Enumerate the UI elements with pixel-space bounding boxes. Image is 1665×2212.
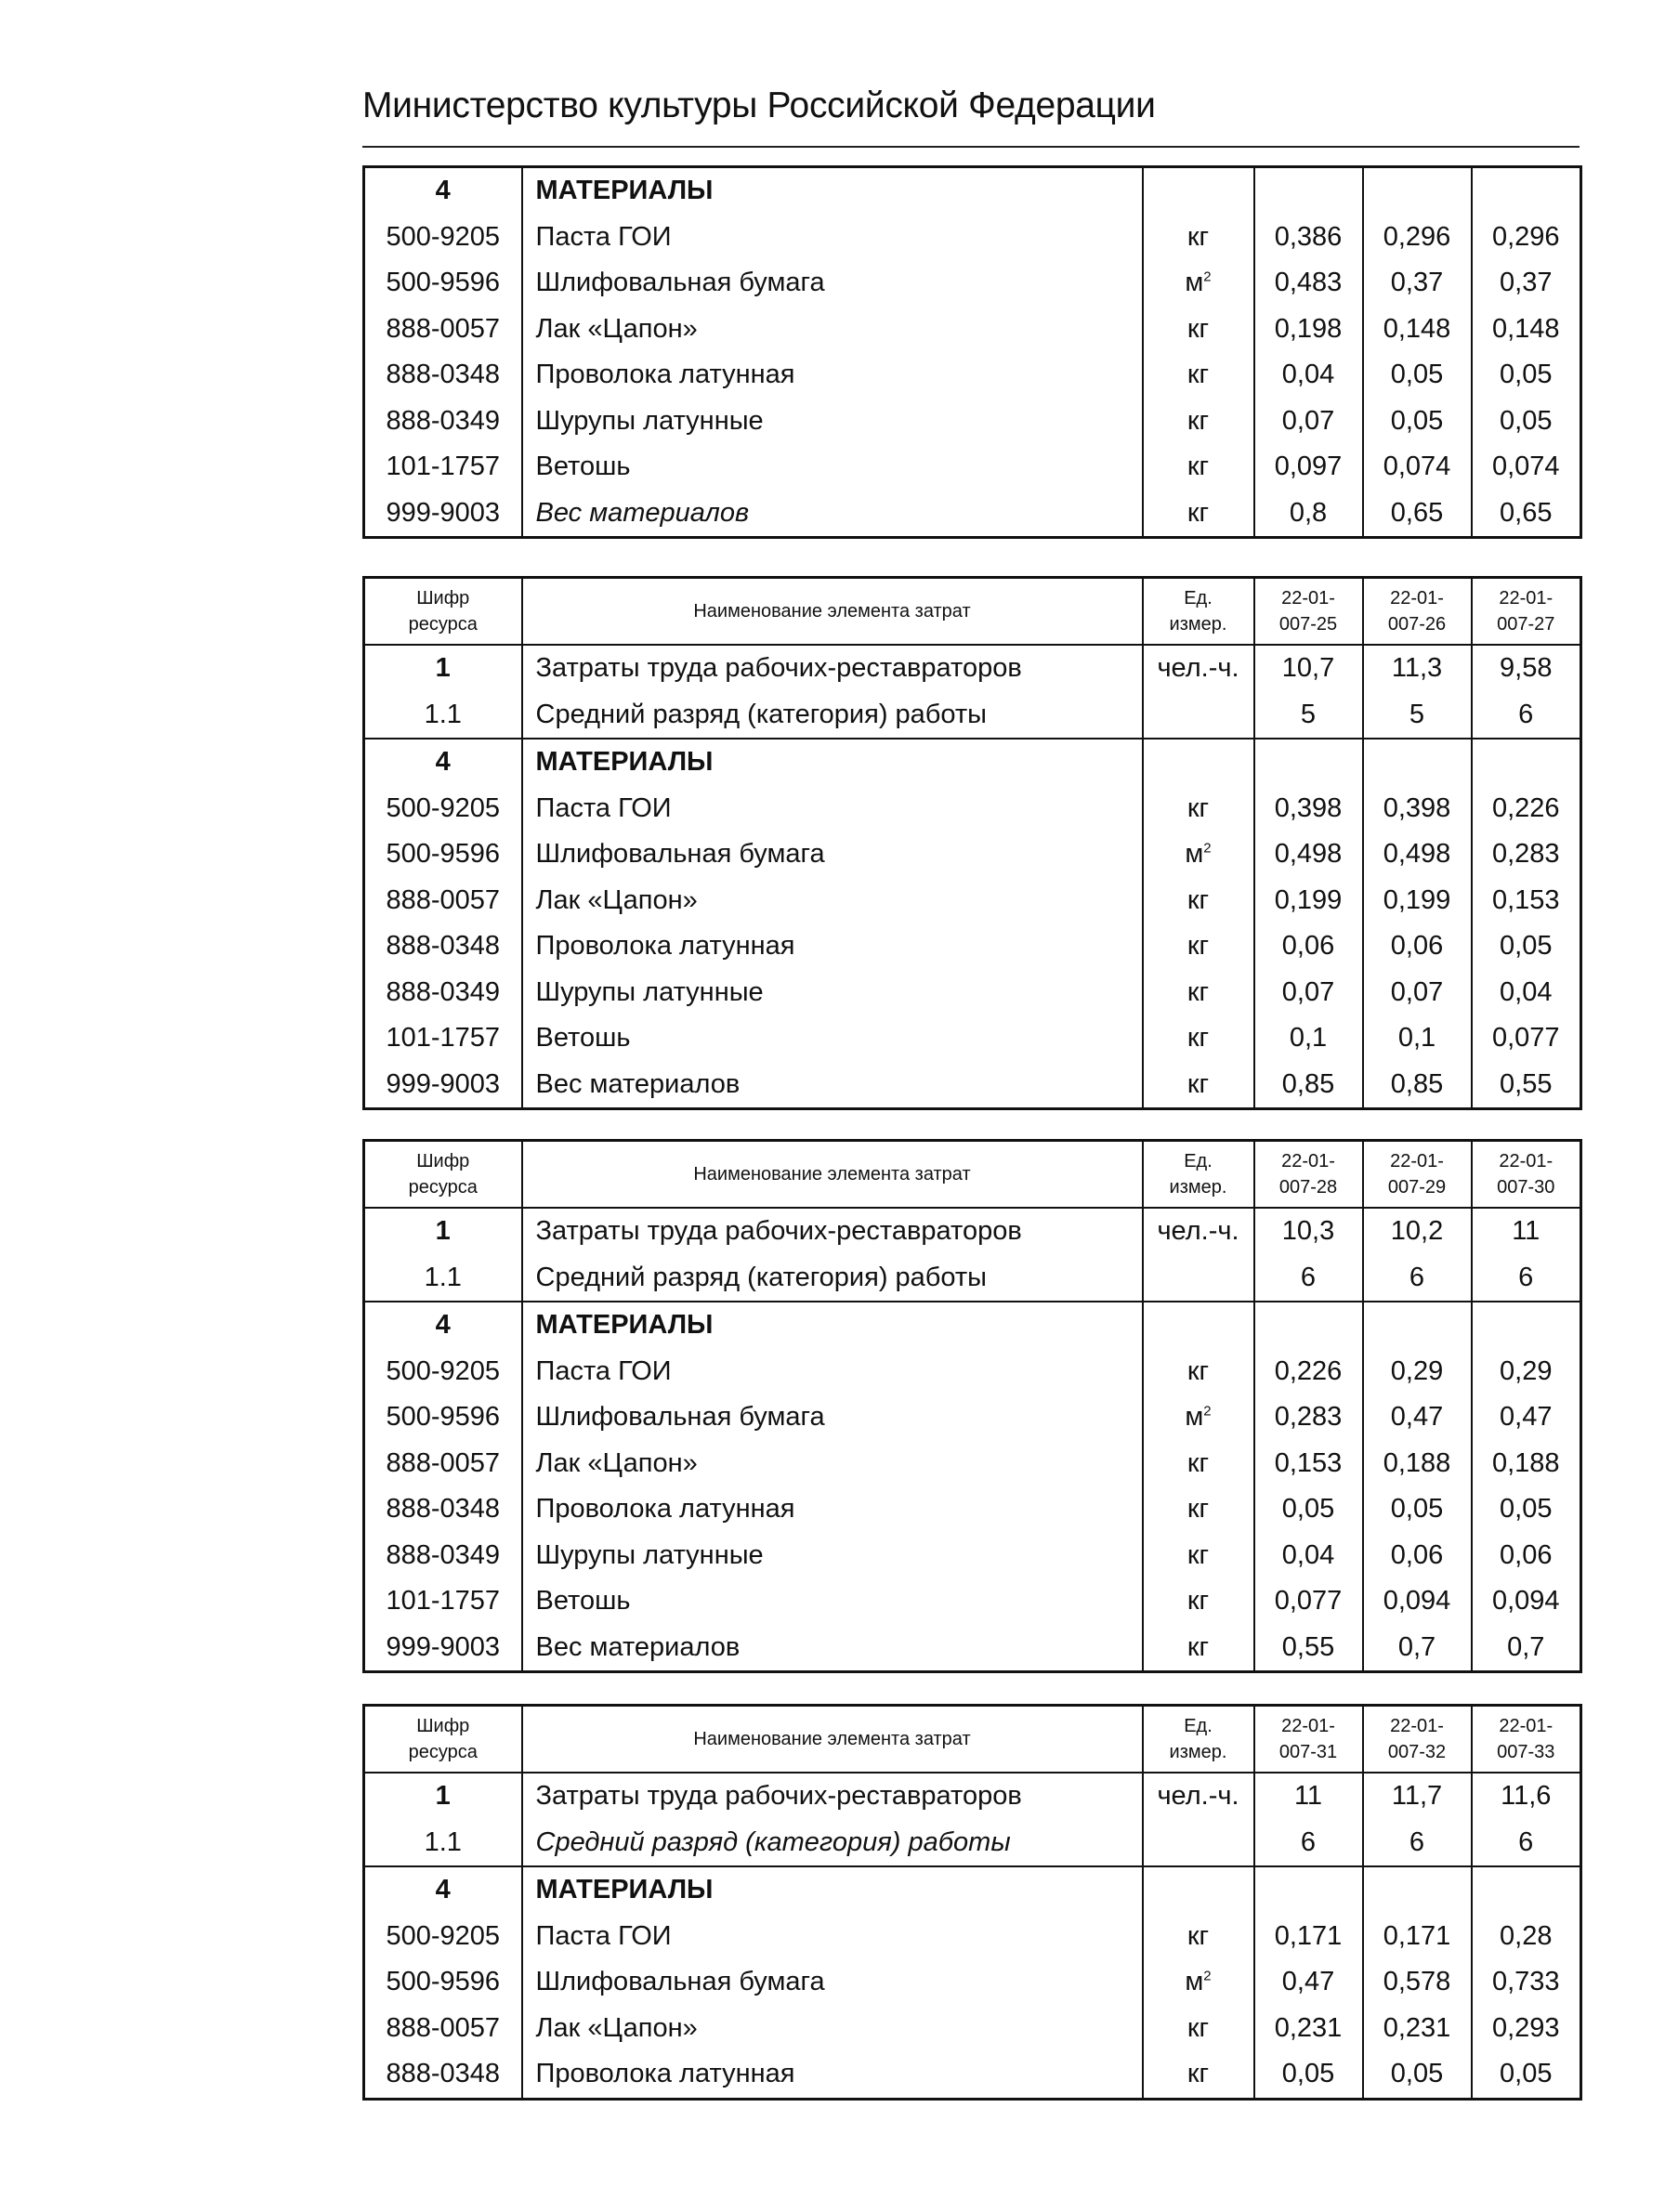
norm-value: 0,29 <box>1472 1349 1581 1395</box>
norm-value: 0,094 <box>1363 1578 1472 1625</box>
cost-element-name: Средний разряд (категория) работы <box>522 692 1143 740</box>
resource-code: 4 <box>364 739 522 786</box>
table-row <box>364 1394 1581 1441</box>
header-norm-code: 22-01- 007-28 <box>1254 1141 1363 1209</box>
unit-of-measure: кг <box>1143 1578 1254 1625</box>
norm-value: 0,498 <box>1363 831 1472 878</box>
norm-value: 0,05 <box>1472 399 1581 445</box>
norm-value: 0,55 <box>1254 1625 1363 1672</box>
table-row <box>364 1578 1581 1625</box>
header-norm-code: 22-01- 007-31 <box>1254 1706 1363 1774</box>
header-norm-code: 22-01- 007-26 <box>1363 578 1472 646</box>
resource-code: 500-9596 <box>364 831 522 878</box>
cost-element-name: Вес материалов <box>522 1062 1143 1109</box>
resource-code: 101-1757 <box>364 1578 522 1625</box>
resource-code: 888-0057 <box>364 878 522 924</box>
norm-value: 0,05 <box>1472 1486 1581 1533</box>
resource-code: 101-1757 <box>364 1015 522 1062</box>
norm-value: 0,85 <box>1254 1062 1363 1109</box>
header-unit: Ед. измер. <box>1143 1141 1254 1209</box>
cost-element-name: Затраты труда рабочих-реставраторов <box>522 1208 1143 1255</box>
table-row <box>364 1349 1581 1395</box>
header-name: Наименование элемента затрат <box>522 578 1143 646</box>
unit-of-measure: кг <box>1143 2006 1254 2052</box>
norm-value: 11 <box>1472 1208 1581 1255</box>
norm-value: 11,3 <box>1363 645 1472 692</box>
cost-element-name: Шлифовальная бумага <box>522 831 1143 878</box>
table-row <box>364 645 1581 692</box>
cost-element-name: Проволока латунная <box>522 352 1143 399</box>
resource-code: 888-0348 <box>364 352 522 399</box>
unit-of-measure: $м^2$ <box>1143 1959 1254 2006</box>
resource-table <box>362 1139 1582 1673</box>
resource-code: 999-9003 <box>364 491 522 538</box>
table-header-row <box>364 578 1581 646</box>
norm-value: 0,198 <box>1254 307 1363 353</box>
unit-of-measure: кг <box>1143 2051 1254 2099</box>
resource-code: 888-0057 <box>364 307 522 353</box>
cost-element-name: Затраты труда рабочих-реставраторов <box>522 645 1143 692</box>
norm-value: 10,3 <box>1254 1208 1363 1255</box>
norm-value: 0,1 <box>1254 1015 1363 1062</box>
table-row <box>364 215 1581 261</box>
table-row <box>364 307 1581 353</box>
norm-value: 11,6 <box>1472 1773 1581 1820</box>
unit-of-measure: $м^2$ <box>1143 260 1254 307</box>
norm-value: 6 <box>1472 1820 1581 1867</box>
cost-element-name: Паста ГОИ <box>522 215 1143 261</box>
unit-of-measure: кг <box>1143 1349 1254 1395</box>
table-row <box>364 1208 1581 1255</box>
norm-value: 11,7 <box>1363 1773 1472 1820</box>
table-row <box>364 786 1581 832</box>
cost-element-name: Ветошь <box>522 444 1143 491</box>
norm-value: 0,498 <box>1254 831 1363 878</box>
resource-code: 500-9205 <box>364 1349 522 1395</box>
norm-value: 0,05 <box>1472 923 1581 970</box>
cost-element-name: Ветошь <box>522 1015 1143 1062</box>
norm-value: 0,8 <box>1254 491 1363 538</box>
norm-value: 0,226 <box>1472 786 1581 832</box>
unit-of-measure: кг <box>1143 444 1254 491</box>
norm-value <box>1254 1302 1363 1349</box>
resource-code: 888-0349 <box>364 399 522 445</box>
norm-value: 0,37 <box>1363 260 1472 307</box>
cost-element-name: Вес материалов <box>522 1625 1143 1672</box>
unit-of-measure <box>1143 167 1254 215</box>
resource-code: 500-9596 <box>364 1394 522 1441</box>
resource-code: 1 <box>364 645 522 692</box>
table-row <box>364 444 1581 491</box>
resource-code: 4 <box>364 1302 522 1349</box>
header-norm-code: 22-01- 007-27 <box>1472 578 1581 646</box>
table-row <box>364 260 1581 307</box>
norm-value <box>1472 739 1581 786</box>
norm-value: 6 <box>1254 1255 1363 1302</box>
table-row <box>364 167 1581 215</box>
norm-value: 0,074 <box>1472 444 1581 491</box>
norm-value <box>1363 1302 1472 1349</box>
norm-value: 0,733 <box>1472 1959 1581 2006</box>
table-row <box>364 2051 1581 2099</box>
norm-value: 0,296 <box>1472 215 1581 261</box>
header-norm-code: 22-01- 007-29 <box>1363 1141 1472 1209</box>
norm-value: 6 <box>1472 1255 1581 1302</box>
header-unit: Ед. измер. <box>1143 1706 1254 1774</box>
norm-value: 0,07 <box>1254 970 1363 1016</box>
norm-value: 0,148 <box>1472 307 1581 353</box>
table-row <box>364 1255 1581 1302</box>
header-code: Шифр ресурса <box>364 578 522 646</box>
norm-value: 0,06 <box>1363 1533 1472 1579</box>
table-row <box>364 1959 1581 2006</box>
cost-element-name: Средний разряд (категория) работы <box>522 1820 1143 1867</box>
norm-value: 0,37 <box>1472 260 1581 307</box>
header-norm-code: 22-01- 007-32 <box>1363 1706 1472 1774</box>
norm-value: 6 <box>1363 1255 1472 1302</box>
norm-value: 0,06 <box>1254 923 1363 970</box>
norm-value: 0,077 <box>1472 1015 1581 1062</box>
unit-of-measure: кг <box>1143 1015 1254 1062</box>
resource-code: 4 <box>364 1866 522 1914</box>
resource-code: 888-0348 <box>364 2051 522 2099</box>
unit-of-measure: кг <box>1143 352 1254 399</box>
norm-value <box>1254 167 1363 215</box>
norm-value: 0,65 <box>1363 491 1472 538</box>
norm-value: 0,148 <box>1363 307 1472 353</box>
unit-of-measure: кг <box>1143 491 1254 538</box>
norm-value: 0,283 <box>1254 1394 1363 1441</box>
resource-table <box>362 1704 1582 2101</box>
resource-code: 999-9003 <box>364 1625 522 1672</box>
resource-code: 500-9596 <box>364 1959 522 2006</box>
norm-value: 10,2 <box>1363 1208 1472 1255</box>
norm-value: 0,05 <box>1363 352 1472 399</box>
resource-code: 888-0349 <box>364 970 522 1016</box>
resource-code: 1.1 <box>364 1255 522 1302</box>
norm-value: 9,58 <box>1472 645 1581 692</box>
norm-value <box>1472 167 1581 215</box>
unit-of-measure <box>1143 692 1254 740</box>
norm-value: 0,07 <box>1363 970 1472 1016</box>
unit-of-measure: $м^2$ <box>1143 831 1254 878</box>
norm-value: 0,283 <box>1472 831 1581 878</box>
resource-table <box>362 576 1582 1110</box>
header-norm-code: 22-01- 007-30 <box>1472 1141 1581 1209</box>
cost-element-name: Шлифовальная бумага <box>522 1959 1143 2006</box>
table-header-row <box>364 1141 1581 1209</box>
cost-element-name: МАТЕРИАЛЫ <box>522 1866 1143 1914</box>
resource-code: 101-1757 <box>364 444 522 491</box>
unit-of-measure: кг <box>1143 1441 1254 1487</box>
norm-value: 0,578 <box>1363 1959 1472 2006</box>
norm-value: 0,074 <box>1363 444 1472 491</box>
resource-code: 999-9003 <box>364 1062 522 1109</box>
unit-of-measure: кг <box>1143 786 1254 832</box>
unit-of-measure: чел.-ч. <box>1143 1208 1254 1255</box>
norm-value: 0,153 <box>1472 878 1581 924</box>
norm-value: 0,094 <box>1472 1578 1581 1625</box>
table-row <box>364 1820 1581 1867</box>
norm-value: 5 <box>1254 692 1363 740</box>
norm-value: 5 <box>1363 692 1472 740</box>
cost-element-name: Проволока латунная <box>522 1486 1143 1533</box>
cost-element-name: Паста ГОИ <box>522 1914 1143 1960</box>
norm-value: 10,7 <box>1254 645 1363 692</box>
norm-value: 0,153 <box>1254 1441 1363 1487</box>
unit-of-measure: кг <box>1143 1914 1254 1960</box>
resource-code: 1 <box>364 1208 522 1255</box>
resource-code: 888-0057 <box>364 2006 522 2052</box>
cost-element-name: Шурупы латунные <box>522 1533 1143 1579</box>
unit-of-measure: кг <box>1143 923 1254 970</box>
norm-value: 11 <box>1254 1773 1363 1820</box>
norm-value <box>1472 1302 1581 1349</box>
norm-value: 0,293 <box>1472 2006 1581 2052</box>
cost-element-name: Лак «Цапон» <box>522 2006 1143 2052</box>
norm-value: 0,05 <box>1363 2051 1472 2099</box>
table-row <box>364 970 1581 1016</box>
table-row <box>364 491 1581 538</box>
norm-value: 0,47 <box>1363 1394 1472 1441</box>
norm-value: 0,199 <box>1254 878 1363 924</box>
unit-of-measure: чел.-ч. <box>1143 645 1254 692</box>
cost-element-name: Шурупы латунные <box>522 970 1143 1016</box>
norm-value: 0,188 <box>1363 1441 1472 1487</box>
cost-element-name: Шлифовальная бумага <box>522 1394 1143 1441</box>
unit-of-measure <box>1143 1866 1254 1914</box>
unit-of-measure <box>1143 1820 1254 1867</box>
norm-value: 0,04 <box>1254 1533 1363 1579</box>
norm-value: 0,226 <box>1254 1349 1363 1395</box>
norm-value: 0,06 <box>1472 1533 1581 1579</box>
norm-value: 6 <box>1472 692 1581 740</box>
table-row <box>364 739 1581 786</box>
resource-table <box>362 165 1582 539</box>
norm-value: 0,398 <box>1254 786 1363 832</box>
resource-code: 500-9596 <box>364 260 522 307</box>
table-row <box>364 1533 1581 1579</box>
header-code: Шифр ресурса <box>364 1141 522 1209</box>
unit-of-measure: кг <box>1143 1533 1254 1579</box>
table-row <box>364 1914 1581 1960</box>
unit-of-measure: кг <box>1143 878 1254 924</box>
norm-value: 0,171 <box>1254 1914 1363 1960</box>
resource-code: 888-0349 <box>364 1533 522 1579</box>
table-row <box>364 1062 1581 1109</box>
header-code: Шифр ресурса <box>364 1706 522 1774</box>
unit-of-measure <box>1143 1302 1254 1349</box>
unit-of-measure <box>1143 739 1254 786</box>
table-row <box>364 1015 1581 1062</box>
unit-of-measure: кг <box>1143 307 1254 353</box>
cost-element-name: Шурупы латунные <box>522 399 1143 445</box>
norm-value: 0,28 <box>1472 1914 1581 1960</box>
page-title: Министерство культуры Российской Федерации <box>362 85 1156 125</box>
resource-code: 500-9205 <box>364 1914 522 1960</box>
norm-value: 0,47 <box>1254 1959 1363 2006</box>
header-name: Наименование элемента затрат <box>522 1141 1143 1209</box>
table-row <box>364 352 1581 399</box>
norm-value: 0,05 <box>1254 2051 1363 2099</box>
norm-value: 0,171 <box>1363 1914 1472 1960</box>
norm-value: 0,55 <box>1472 1062 1581 1109</box>
header-norm-code: 22-01- 007-25 <box>1254 578 1363 646</box>
norm-value <box>1254 739 1363 786</box>
cost-element-name: Проволока латунная <box>522 2051 1143 2099</box>
norm-value: 0,483 <box>1254 260 1363 307</box>
norm-value: 0,077 <box>1254 1578 1363 1625</box>
norm-value: 0,188 <box>1472 1441 1581 1487</box>
header-divider <box>362 146 1580 148</box>
resource-code: 500-9205 <box>364 215 522 261</box>
norm-value: 0,05 <box>1254 1486 1363 1533</box>
cost-element-name: Лак «Цапон» <box>522 307 1143 353</box>
norm-value: 0,65 <box>1472 491 1581 538</box>
norm-value: 0,386 <box>1254 215 1363 261</box>
resource-code: 4 <box>364 167 522 215</box>
table-header-row <box>364 1706 1581 1774</box>
cost-element-name: Шлифовальная бумага <box>522 260 1143 307</box>
table-row <box>364 692 1581 740</box>
norm-value: 0,05 <box>1363 1486 1472 1533</box>
norm-value: 0,04 <box>1254 352 1363 399</box>
norm-value: 0,7 <box>1472 1625 1581 1672</box>
resource-code: 1.1 <box>364 1820 522 1867</box>
norm-value: 0,06 <box>1363 923 1472 970</box>
cost-element-name: Вес материалов <box>522 491 1143 538</box>
cost-element-name: МАТЕРИАЛЫ <box>522 739 1143 786</box>
unit-of-measure: кг <box>1143 215 1254 261</box>
table-row <box>364 1302 1581 1349</box>
norm-value <box>1363 739 1472 786</box>
norm-value: 6 <box>1363 1820 1472 1867</box>
unit-of-measure: чел.-ч. <box>1143 1773 1254 1820</box>
unit-of-measure: кг <box>1143 1062 1254 1109</box>
norm-value: 0,231 <box>1363 2006 1472 2052</box>
table-row <box>364 923 1581 970</box>
cost-element-name: Паста ГОИ <box>522 786 1143 832</box>
table-row <box>364 399 1581 445</box>
norm-value: 0,199 <box>1363 878 1472 924</box>
cost-element-name: МАТЕРИАЛЫ <box>522 167 1143 215</box>
unit-of-measure: $м^2$ <box>1143 1394 1254 1441</box>
cost-element-name: Проволока латунная <box>522 923 1143 970</box>
norm-value <box>1363 167 1472 215</box>
norm-value: 0,85 <box>1363 1062 1472 1109</box>
norm-value: 0,398 <box>1363 786 1472 832</box>
cost-element-name: Лак «Цапон» <box>522 1441 1143 1487</box>
norm-value: 0,296 <box>1363 215 1472 261</box>
cost-element-name: Ветошь <box>522 1578 1143 1625</box>
resource-code: 888-0348 <box>364 1486 522 1533</box>
resource-code: 1.1 <box>364 692 522 740</box>
norm-value: 0,05 <box>1472 2051 1581 2099</box>
table-row <box>364 878 1581 924</box>
resource-code: 500-9205 <box>364 786 522 832</box>
norm-value <box>1254 1866 1363 1914</box>
norm-value: 0,7 <box>1363 1625 1472 1672</box>
unit-of-measure: кг <box>1143 1486 1254 1533</box>
resource-code: 888-0057 <box>364 1441 522 1487</box>
norm-value: 0,05 <box>1472 352 1581 399</box>
norm-value: 6 <box>1254 1820 1363 1867</box>
unit-of-measure: кг <box>1143 970 1254 1016</box>
table-row <box>364 1486 1581 1533</box>
table-row <box>364 1773 1581 1820</box>
norm-value: 0,05 <box>1363 399 1472 445</box>
norm-value: 0,231 <box>1254 2006 1363 2052</box>
cost-element-name: МАТЕРИАЛЫ <box>522 1302 1143 1349</box>
norm-value: 0,07 <box>1254 399 1363 445</box>
table-row <box>364 1866 1581 1914</box>
table-row <box>364 2006 1581 2052</box>
norm-value <box>1363 1866 1472 1914</box>
cost-element-name: Паста ГОИ <box>522 1349 1143 1395</box>
norm-value: 0,47 <box>1472 1394 1581 1441</box>
unit-of-measure <box>1143 1255 1254 1302</box>
unit-of-measure: кг <box>1143 399 1254 445</box>
cost-element-name: Лак «Цапон» <box>522 878 1143 924</box>
cost-element-name: Средний разряд (категория) работы <box>522 1255 1143 1302</box>
header-norm-code: 22-01- 007-33 <box>1472 1706 1581 1774</box>
header-unit: Ед. измер. <box>1143 578 1254 646</box>
unit-of-measure: кг <box>1143 1625 1254 1672</box>
norm-value: 0,29 <box>1363 1349 1472 1395</box>
table-row <box>364 831 1581 878</box>
norm-value: 0,1 <box>1363 1015 1472 1062</box>
table-row <box>364 1441 1581 1487</box>
cost-element-name: Затраты труда рабочих-реставраторов <box>522 1773 1143 1820</box>
header-name: Наименование элемента затрат <box>522 1706 1143 1774</box>
norm-value: 0,04 <box>1472 970 1581 1016</box>
norm-value <box>1472 1866 1581 1914</box>
resource-code: 888-0348 <box>364 923 522 970</box>
resource-code: 1 <box>364 1773 522 1820</box>
norm-value: 0,097 <box>1254 444 1363 491</box>
table-row <box>364 1625 1581 1672</box>
